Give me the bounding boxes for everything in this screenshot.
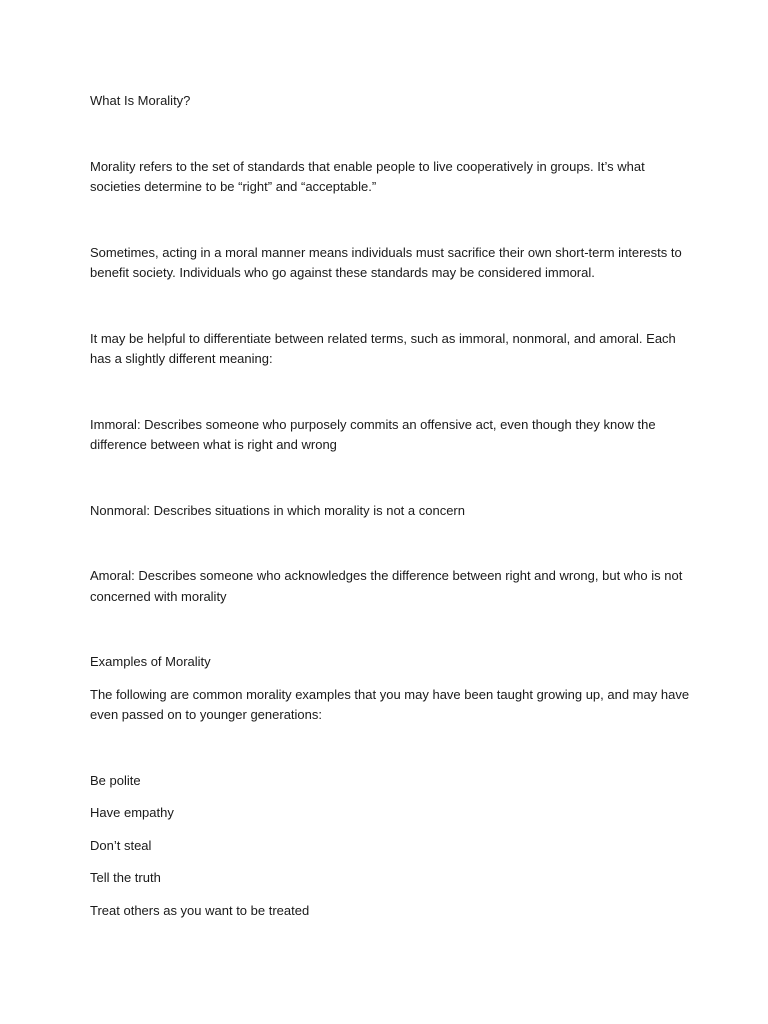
example-item: Don’t steal (90, 837, 152, 853)
examples-heading: Examples of Morality (90, 654, 211, 669)
example-item: Treat others as you want to be treated (90, 902, 310, 918)
examples-intro-paragraph: The following are common morality examples that you may have been taught growing up, and may have even passed on to younger generations: (90, 686, 690, 722)
intro-paragraph: Morality refers to the set of standards that enable people to live cooperatively in groups. It’s what societies determine to be “right” and “acceptable.” (90, 158, 645, 194)
definition-amoral: Amoral: Describes someone who acknowledges the difference between right and wrong, but who is not concerned with morality (90, 568, 683, 604)
terms-paragraph: It may be helpful to differentiate between related terms, such as immoral, nonmoral, and amoral. Each has a slightly different meaning: (90, 330, 676, 366)
document-title: What Is Morality? (90, 93, 191, 108)
sacrifice-paragraph: Sometimes, acting in a moral manner means individuals must sacrifice their own short-term interests to benefit society. Individuals who go against these standards may be considered immoral. (90, 244, 682, 280)
document-body (90, 91, 690, 921)
example-item: Have empathy (90, 805, 174, 820)
definition-nonmoral: Nonmoral: Describes situations in which morality is not a concern (90, 502, 465, 518)
definition-immoral: Immoral: Describes someone who purposely commits an offensive act, even though they know the difference between what is right and wrong (90, 416, 656, 452)
example-item: Be polite (90, 772, 141, 788)
example-item: Tell the truth (90, 870, 161, 885)
